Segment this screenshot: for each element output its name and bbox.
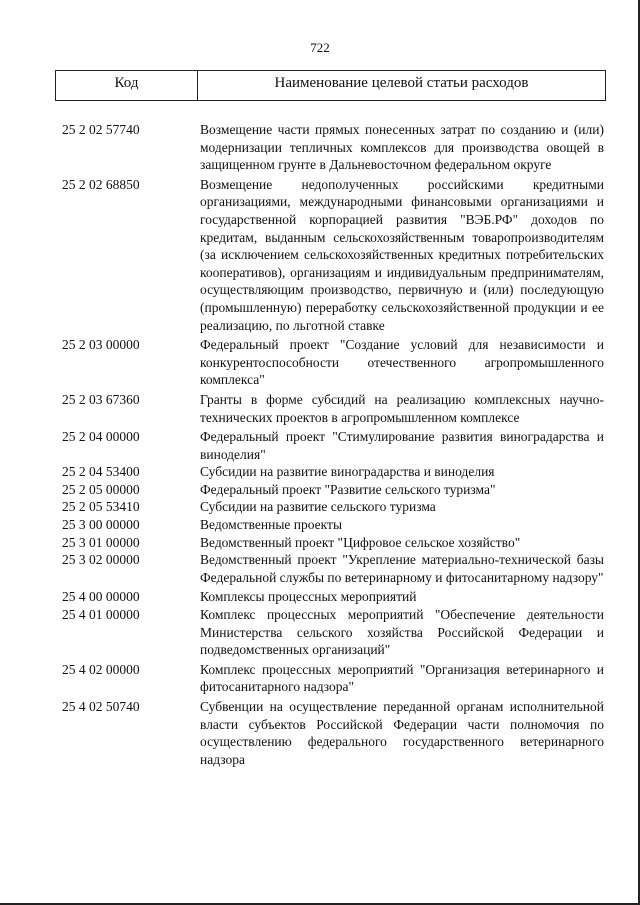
header-name: Наименование целевой статьи расходов [274, 75, 529, 91]
row-code: 25 3 02 00000 [62, 552, 140, 568]
row-name: Федеральный проект "Развитие сельского туризма" [200, 481, 496, 497]
table-row [62, 121, 604, 174]
row-name: Комплекс процессных мероприятий "Организация ветеринарного и фитосанитарного надзора" [200, 661, 604, 695]
row-name: Субсидии на развитие сельского туризма [200, 499, 436, 515]
row-code: 25 2 04 00000 [62, 429, 140, 445]
row-name: Ведомственные проекты [200, 517, 343, 533]
row-code: 25 2 03 00000 [62, 337, 140, 353]
row-code: 25 2 04 53400 [62, 464, 140, 480]
row-name: Федеральный проект "Создание условий для независимости и конкурентоспособности отечественного агропромышленного комплекса" [200, 337, 604, 388]
table-row [62, 551, 604, 586]
row-name: Комплексы процессных мероприятий [200, 589, 417, 605]
row-code: 25 2 05 00000 [62, 481, 140, 497]
row-name: Ведомственный проект "Укрепление материально-технической базы Федеральной службы по ветеринарному и фитосанитарному надзору" [200, 552, 604, 585]
row-code: 25 4 00 00000 [62, 589, 140, 605]
table-row [62, 498, 604, 516]
row-code: 25 4 02 50740 [62, 699, 140, 714]
table-row [62, 336, 604, 389]
row-name: Субсидии на развитие виноградарства и виноделия [200, 464, 495, 480]
table-row [62, 588, 604, 606]
table-row [62, 516, 604, 534]
header-code: Код [56, 71, 198, 100]
table-row [62, 428, 604, 463]
row-name: Возмещение недополученных российскими кредитными организациями, международными финансовыми организациями и государственной корпорацией развития "ВЭБ.РФ" доходов по кредитам, выданным сельскохозяйственным товаропроизводителям (за исключением сельскохозяйственных кредитных потребительских кооперативов), организациям и индивидуальным предпринимателям, осуществляющим производство, первичную и (или) последующую (промышленную) переработку сельскохозяйственной продукции и ее реализацию, по льготной ставке [200, 176, 604, 333]
row-code: 25 4 01 00000 [62, 607, 140, 623]
table-row [62, 463, 604, 481]
table-body [62, 121, 604, 768]
row-code: 25 2 02 68850 [62, 176, 140, 192]
table-row [62, 481, 604, 499]
row-code: 25 2 05 53410 [62, 499, 140, 515]
table-row [62, 176, 604, 334]
table-row [62, 606, 604, 659]
row-code: 25 3 01 00000 [62, 534, 140, 550]
table-row [62, 534, 604, 552]
table-row [62, 391, 604, 426]
row-code: 25 3 00 00000 [62, 517, 140, 533]
page-number: 722 [310, 40, 330, 55]
table-row [62, 698, 604, 768]
row-name: Комплекс процессных мероприятий "Обеспечение деятельности Министерства сельского хозяйства Российской Федерации и подведомственных организаций" [200, 607, 604, 658]
table-header [55, 70, 606, 101]
table-row [62, 661, 604, 696]
row-name: Возмещение части прямых понесенных затрат по созданию и (или) модернизации тепличных комплексов для производства овощей в защищенном грунте в Дальневосточном федеральном округе [200, 122, 604, 173]
row-name: Гранты в форме субсидий на реализацию комплексных научно-технических проектов в агропромышленном комплексе [200, 391, 604, 425]
row-code: 25 2 03 67360 [62, 391, 140, 407]
row-code: 25 4 02 00000 [62, 661, 140, 677]
row-name: Федеральный проект "Стимулирование развития виноградарства и виноделия" [200, 429, 604, 462]
row-name: Субвенции на осуществление переданной органам исполнительной власти субъектов Российской Федерации части полномочия по осуществлению федерального государственного ветеринарного надзора [200, 699, 604, 767]
row-name: Ведомственный проект "Цифровое сельское хозяйство" [200, 534, 521, 550]
row-code: 25 2 02 57740 [62, 122, 140, 137]
